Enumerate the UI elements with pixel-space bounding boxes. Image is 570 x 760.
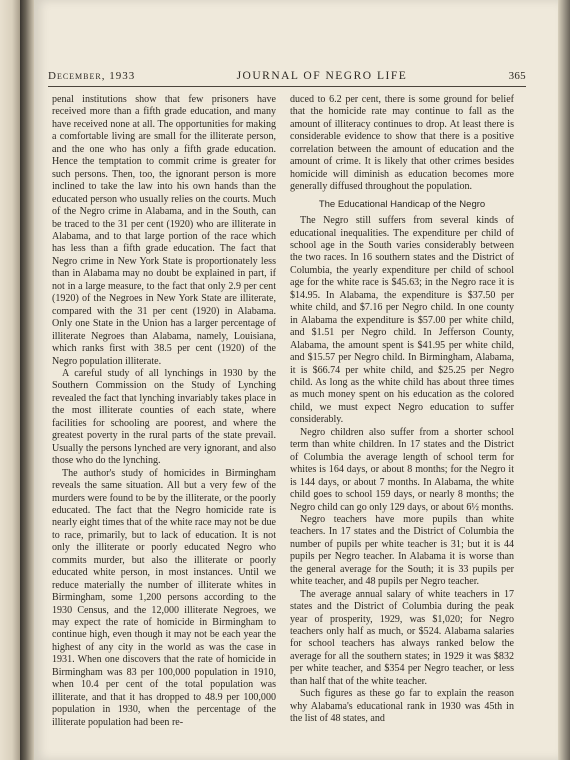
paragraph: Negro teachers have more pupils than white teachers. In 17 states and the District of Columbia the number of pupils per white teacher is 31; but it is 44 pupils per Negro teacher. In Alabama it is worse than the general average for the South; it is 33 pupils per white teacher, and 48 pupils per Negro teacher. [290,513,514,588]
section-heading: The Educational Handicap of the Negro [318,198,486,210]
paragraph: A careful study of all lynchings in 1930 by the Southern Commission on the Study of Lynching revealed the fact that lynching invariably takes place in the most illiterate counties of each state, where facilities for schooling are poorest, and where the greatest poverty in the rural parts of the state prevail. Usually the persons lynched are very ignorant, and also those who do the lynching. [52,367,276,467]
previous-page-edge [0,0,20,760]
page-edge-shadow [558,0,570,760]
journal-title: JOURNAL OF NEGRO LIFE [236,70,408,82]
right-column [290,94,514,726]
paragraph: The author's study of homicides in Birmingham reveals the same situation. All but a very few of the murders were found to be by the illiterate, or the poorly educated. The fact that the Negro homicide rate is nearly eight times that of the white race may not be due to race, primarily, but to lack of education. It is not only the illiterate or poorly educated Negro who commits murder, but also the illiterate or poorly educated white person, in most instances. Until we reduce materially the number of illiterate whites in Birmingham, some 1,200 persons according to the 1930 Census, and the 12,000 illiterate Negroes, we may expect the rate of homicide in Birmingham to continue high, even though it may not be each year the highest of any city in the world as was the case in 1931. When one discovers that the rate of homicide in Birmingham was 83 per 100,000 population in 1910, when 10.4 per cent of the total population was illiterate, and that it has dropped to 48.9 per 100,000 population in 1930, when the percentage of the illiterate population had been re- [52,467,276,728]
paragraph: duced to 6.2 per cent, there is some ground for belief that the homicide rate may continue to fall as the amount of illiteracy continues to drop. At least there is considerable evidence to show that there is a positive correlation between the amount of education and the amount of crime. It is likely that other crimes besides homicide will diminish as education becomes more generally diffused throughout the population. [290,94,514,193]
paragraph: The Negro still suffers from several kinds of educational inequalities. The expenditure per child of school age in the South varies considerably between the two races. In 16 southern states and the District of Columbia, the yearly expenditure per child of school age for the white race is $45.63; in the Negro race it is $14.95. In Alabama, the expenditure is $37.50 per white child, and $7.16 per Negro child. In one county in Alabama the expenditure is $57.00 per white child, and $1.51 per Negro child. In Jefferson County, Alabama, the amount spent is $41.95 per white child, and $15.57 per Negro child. In Birmingham, Alabama, it is $66.74 per white child, and $25.25 per Negro child. As long as the white child has about three times as much money spent on his education as the colored child, we must expect Negro education to suffer considerably. [290,215,514,426]
issue-date: December, 1933 [48,70,136,82]
journal-page [34,0,558,760]
header-rule [48,86,526,87]
running-head [48,70,526,82]
book-gutter [20,0,34,760]
paragraph: The average annual salary of white teachers in 17 states and the District of Columbia during the peak year of prosperity, 1929, was $1,020; for Negro teachers only half as much, or $524. Alabama salaries for school teachers has always ranked below the average for all the southern states; in 1929 it was $832 per white teacher, and $354 per Negro teacher, or less than half that of the white teacher. [290,588,514,687]
page-number: 365 [508,70,526,82]
paragraph: Negro children also suffer from a shorter school term than white children. In 17 states and the District of Columbia the average length of school term for whites is 164 days, or about 8 months; for the Negro it is 144 days, or about 7 months. In Alabama, the white child goes to school 159 days, or nearly 8 months; the Negro child can go only 129 days, or about 6½ months. [290,426,514,513]
paragraph: penal institutions show that few prisoners have received more than a fifth grade education, and many have received none at all. The opportunities for making a comfortable living are small for the illiterate person, and the one who has only a fifth grade education. Hence the temptation to commit crime is greater for such persons. Then, too, the ignorant person is more inclined to take the law into his own hands than the educated person who usually relies on the courts. Much of the Negro crime in Alabama, and in the South, can be traced to the 31 per cent (1920) who are illiterate in Alabama, and to that large portion of the race which has less than a fifth grade education. The fact that Negro crime in New York State is proportionately less than in Alabama may no doubt be explained in part, if not in a large measure, to the fact that only 2.9 per cent (1920) of the Negroes in New York State are illiterate, compared with the 31 per cent (1920) in Alabama. Only one State in the Union has a larger percentage of illiterate Negroes than Alabama, namely, Louisiana, which ranks first with 38.5 per cent (1920) of the Negro population illiterate. [52,94,276,367]
paragraph: Such figures as these go far to explain the reason why Alabama's educational rank in 1930 was 45th in the list of 48 states, and [290,688,514,725]
left-column [52,94,276,729]
